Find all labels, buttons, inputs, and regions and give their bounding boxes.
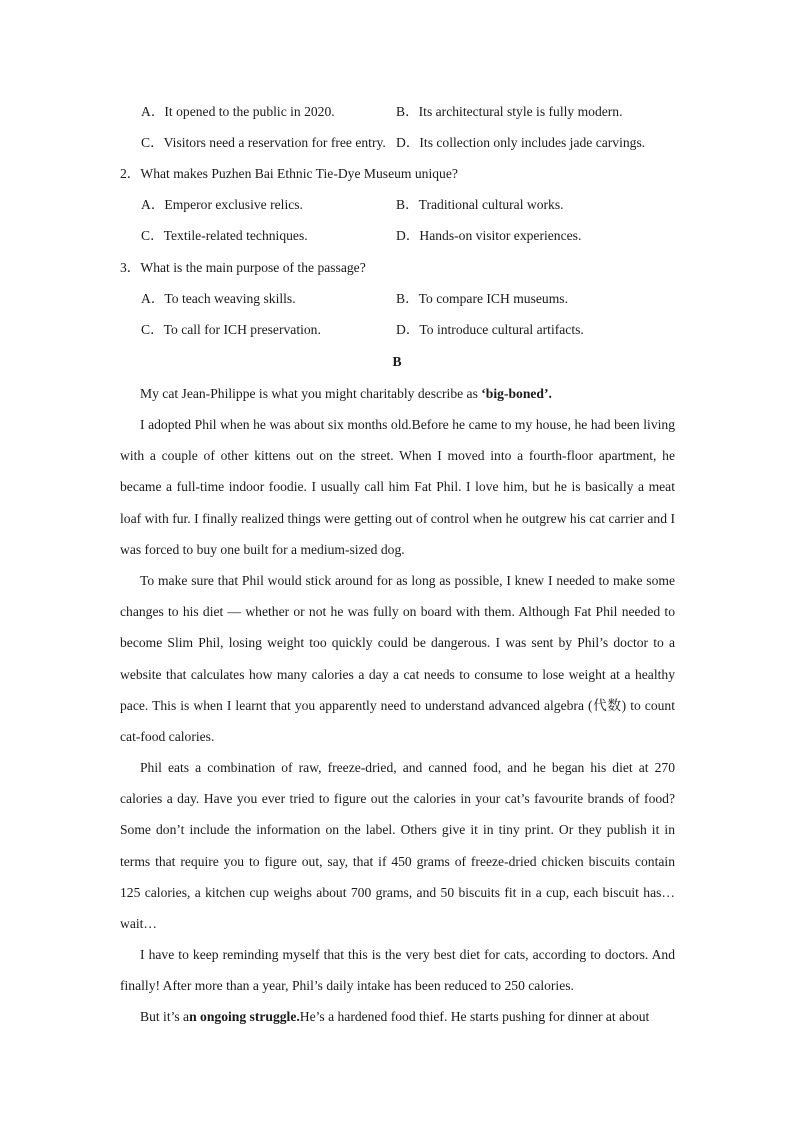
q1-option-d: D．Its collection only includes jade carvings. [396, 135, 646, 150]
q2-options-row-1 [141, 195, 681, 215]
q3-options-row-2 [141, 320, 681, 340]
q3-option-a: A．To teach weaving skills. [141, 291, 296, 306]
q3-option-b: B．To compare ICH museums. [396, 291, 568, 306]
paragraph-3: To make sure that Phil would stick around for as long as possible, I knew I needed to make some changes to his diet — whether or not he was fully on board with them. Although Fat Phil needed to become Slim Phil, losing weight too quickly could be dangerous. I was sent by Phil’s doctor to a website that calculates how many calories a day a cat needs to consume to lose weight at a healthy pace. This is when I learnt that you apparently need to understand advanced algebra (代数) to count cat-food calories. [120, 573, 675, 745]
paragraph-6-pre: But it’s a [140, 1009, 190, 1024]
paragraph-6-bold: n ongoing struggle. [189, 1009, 300, 1024]
q2-options-row-2 [141, 226, 681, 246]
q3-options-row-1 [141, 289, 681, 309]
paragraph-5: I have to keep reminding myself that this is the very best diet for cats, according to doctors. And finally! After more than a year, Phil’s daily intake has been reduced to 250 calories. [120, 947, 675, 994]
q1-option-a: A．It opened to the public in 2020. [141, 104, 335, 119]
paragraph-1-text: My cat Jean-Philippe is what you might charitably describe as [140, 386, 482, 401]
paragraph-6-post: He’s a hardened food thief. He starts pushing for dinner at about [299, 1009, 650, 1024]
q1-option-c: C．Visitors need a reservation for free entry. [141, 135, 386, 150]
q2-option-d: D．Hands-on visitor experiences. [396, 228, 582, 243]
section-b-title: B [392, 354, 402, 369]
q2-option-b: B．Traditional cultural works. [396, 197, 564, 212]
paragraph-6 [120, 1001, 675, 1032]
q1-options-row-2 [141, 133, 681, 153]
q1-options-row-1 [141, 102, 681, 122]
paragraph-1-bold: ‘big-boned’. [481, 386, 552, 401]
q2-stem: 2．What makes Puzhen Bai Ethnic Tie-Dye Museum unique? [120, 166, 458, 181]
q1-option-b: B．Its architectural style is fully modern. [396, 104, 623, 119]
paragraph-2: I adopted Phil when he was about six months old.Before he came to my house, he had been living with a couple of other kittens out on the street. When I moved into a fourth-floor apartment, he became a full-time indoor foodie. I usually call him Fat Phil. I love him, but he is basically a meat loaf with fur. I finally realized things were getting out of control when he outgrew his cat carrier and I was forced to buy one built for a medium-sized dog. [120, 417, 675, 557]
q3-option-c: C．To call for ICH preservation. [141, 322, 321, 337]
q3-stem: 3．What is the main purpose of the passage? [120, 260, 366, 275]
q2-option-a: A．Emperor exclusive relics. [141, 197, 303, 212]
paragraph-4: Phil eats a combination of raw, freeze-dried, and canned food, and he began his diet at 270 calories a day. Have you ever tried to figure out the calories in your cat’s favourite brands of food? Some don’t include the information on the label. Others give it in tiny print. Or they publish it in terms that require you to figure out, say, that if 450 grams of freeze-dried chicken biscuits contain 125 calories, a kitchen cup weighs about 700 grams, and 50 biscuits fit in a cup, each biscuit has…wait… [120, 760, 675, 932]
paragraph-1 [120, 378, 675, 409]
q3-option-d: D．To introduce cultural artifacts. [396, 322, 584, 337]
q2-option-c: C．Textile-related techniques. [141, 228, 308, 243]
